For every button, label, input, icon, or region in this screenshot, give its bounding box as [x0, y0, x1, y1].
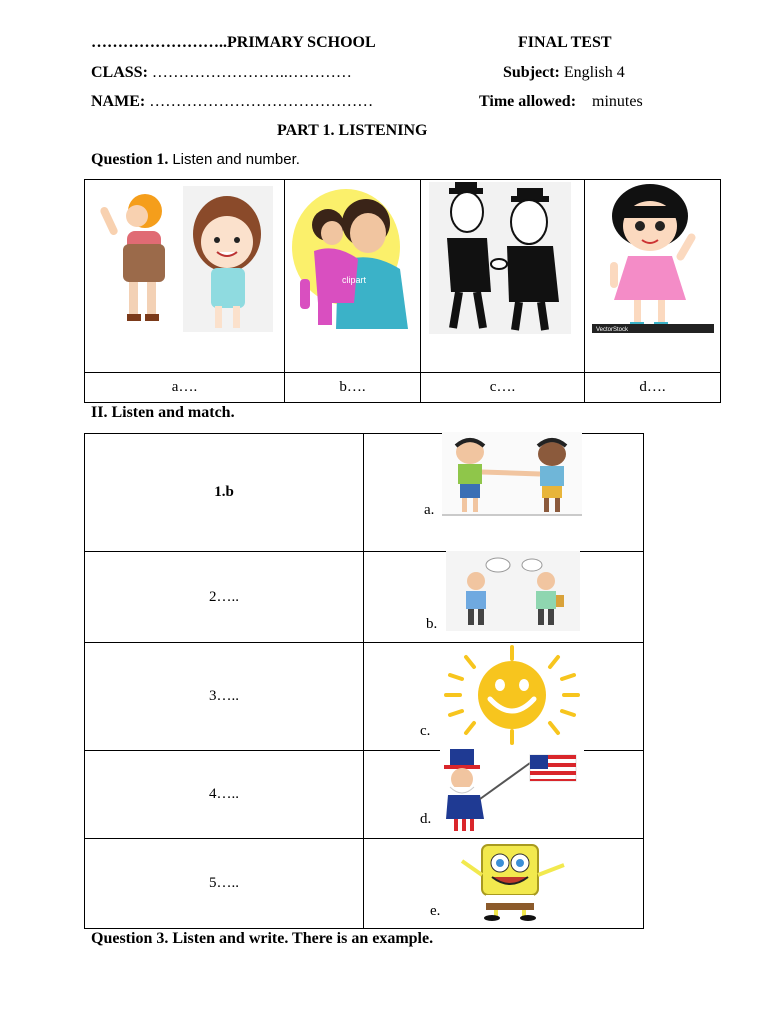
match-row	[85, 643, 644, 751]
time-label: Time allowed:	[479, 93, 577, 110]
q1-answer-d: d….	[585, 373, 721, 403]
girls-waving-picture	[87, 186, 283, 336]
kids-greeting-picture	[442, 432, 582, 516]
name-label: NAME:	[91, 93, 146, 110]
subject-line	[503, 64, 625, 82]
match-row	[85, 434, 644, 552]
girl-waving-picture	[588, 180, 718, 334]
match-picture-cell	[364, 751, 644, 839]
match-letter: a.	[424, 502, 435, 518]
question2-title: II. Listen and match.	[91, 404, 235, 421]
q1-cell-d	[585, 180, 721, 373]
time-value: minutes	[592, 93, 643, 110]
q1-cell-c	[421, 180, 585, 373]
match-letter: e.	[430, 903, 441, 919]
question1-instruction: Listen and number.	[172, 151, 300, 168]
match-number: 2…..	[85, 552, 364, 643]
name-dots: ……………………………………	[149, 93, 374, 110]
match-number: 1.b	[85, 434, 364, 552]
sponge-character-picture	[452, 839, 576, 921]
match-picture-cell	[364, 434, 644, 552]
match-table	[84, 433, 644, 929]
match-number: 4…..	[85, 751, 364, 839]
kids-talking-picture	[446, 551, 580, 631]
vectorstock-watermark: VectorStock	[596, 327, 629, 333]
match-letter: c.	[420, 723, 431, 739]
class-line	[91, 64, 352, 82]
men-shaking-hands-picture	[429, 182, 571, 334]
name-line	[91, 93, 373, 111]
sun-picture	[438, 643, 586, 747]
time-line	[479, 93, 643, 111]
match-letter: d.	[420, 811, 432, 827]
match-number: 3…..	[85, 643, 364, 751]
part1-title: PART 1. LISTENING	[277, 122, 428, 139]
uncle-sam-flag-picture	[440, 749, 584, 831]
q1-cell-a	[85, 180, 285, 373]
match-row	[85, 839, 644, 929]
q1-answer-c: c….	[421, 373, 585, 403]
class-label: CLASS:	[91, 64, 148, 81]
match-picture-cell	[364, 839, 644, 929]
match-letter: b.	[426, 616, 438, 632]
question3-title: Question 3. Listen and write. There is an example.	[91, 930, 434, 947]
match-number: 5…..	[85, 839, 364, 929]
q1-answer-b: b….	[285, 373, 421, 403]
q1-cell-b	[285, 180, 421, 373]
subject-label: Subject:	[503, 64, 560, 81]
subject-value: English 4	[563, 64, 625, 81]
match-picture-cell	[364, 643, 644, 751]
father-hug-picture	[288, 183, 418, 333]
class-dots: ……………………..…………	[151, 64, 352, 81]
match-picture-cell	[364, 552, 644, 643]
question1-label: Question 1.	[91, 151, 169, 168]
question1-heading	[91, 151, 300, 169]
match-row	[85, 552, 644, 643]
question1-table	[84, 179, 721, 403]
q1-answer-a: a….	[85, 373, 285, 403]
school-name: ……………………..PRIMARY SCHOOL	[91, 34, 376, 51]
final-test-title: FINAL TEST	[518, 34, 612, 51]
svg-text:clipart: clipart	[342, 275, 367, 285]
match-row	[85, 751, 644, 839]
